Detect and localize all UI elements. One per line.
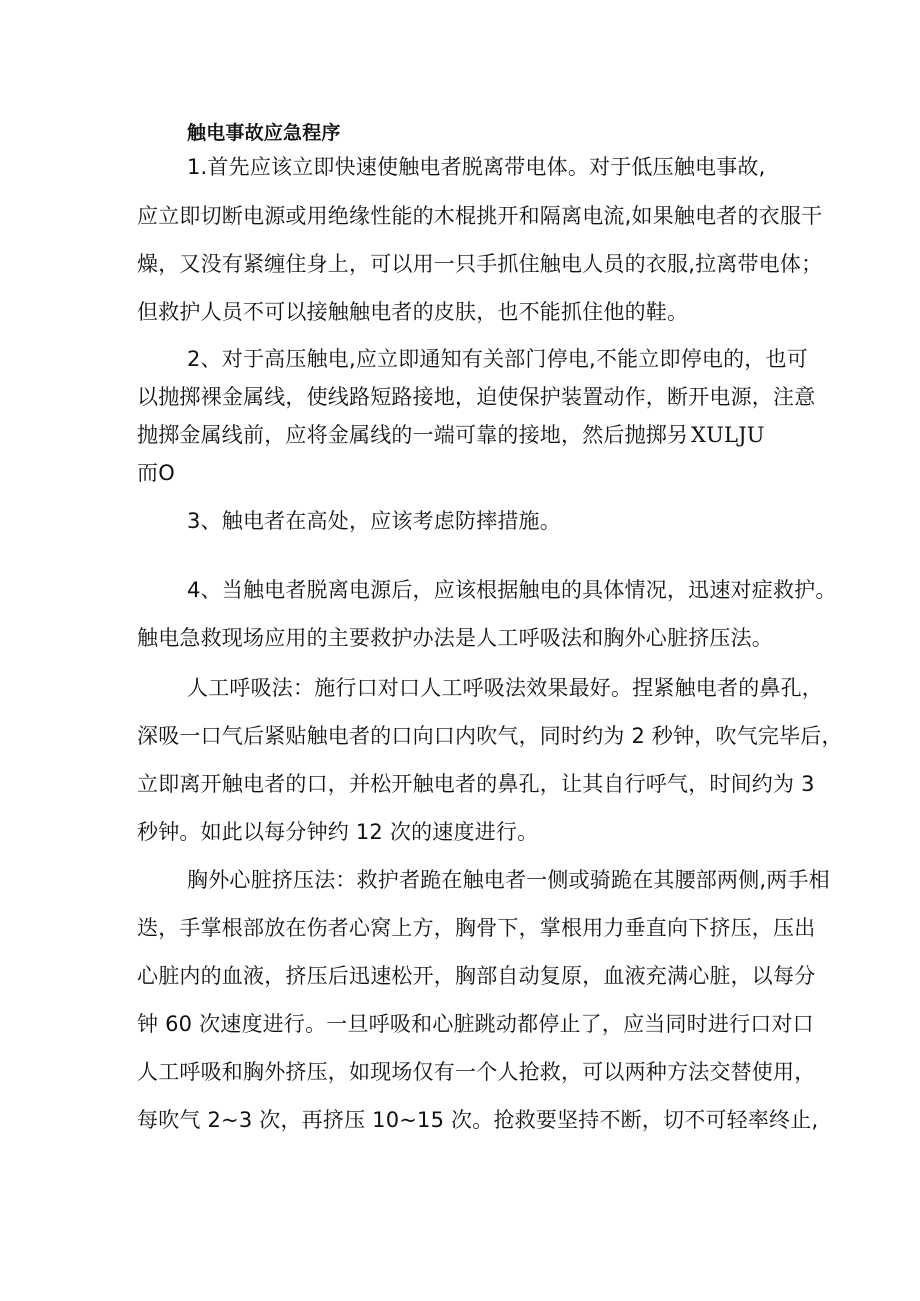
paragraph-line: 应立即切断电源或用绝缘性能的木棍挑开和隔离电流,如果触电者的衣服干	[137, 204, 823, 228]
paragraph-line: 立即离开触电者的口，并松开触电者的鼻孔，让其自行呼气，时间约为 3	[137, 772, 815, 796]
paragraph-line: 深吸一口气后紧贴触电者的口向口内吹气，同时约为 2 秒钟，吹气完毕后，	[137, 724, 843, 748]
paragraph-line: 以抛掷裸金属线，使线路短路接地，迫使保护装置动作，断开电源，注意	[137, 385, 816, 409]
paragraph-line: 每吹气 2~3 次，再挤压 10~15 次。抢救要坚持不断，切不可轻率终止,	[137, 1108, 819, 1132]
paragraph-line: 2、对于高压触电,应立即通知有关部门停电,不能立即停电的，也可	[187, 347, 808, 371]
paragraph-line: 4、当触电者脱离电源后，应该根据触电的具体情况，迅速对症救护。	[187, 578, 837, 602]
paragraph-line: 而O	[137, 461, 175, 485]
paragraph-line: 燥，又没有紧缠住身上，可以用一只手抓住触电人员的衣服,拉离带电体；	[137, 252, 823, 276]
paragraph-line: 触电急救现场应用的主要救护办法是人工呼吸法和胸外心脏挤压法。	[137, 626, 773, 650]
paragraph-line: 迭，手掌根部放在伤者心窝上方，胸骨下，掌根用力垂直向下挤压，压出	[137, 916, 816, 940]
paragraph-line: 但救护人员不可以接触触电者的皮肤，也不能抓住他的鞋。	[137, 300, 689, 324]
document-title: 触电事故应急程序	[187, 122, 341, 144]
paragraph-line: 秒钟。如此以每分钟约 12 次的速度进行。	[137, 820, 539, 844]
paragraph-line: 人工呼吸法：施行口对口人工呼吸法效果最好。捏紧触电者的鼻孔，	[187, 676, 823, 700]
paragraph-line: 1.首先应该立即快速使触电者脱离带电体。对于低压触电事故,	[187, 155, 766, 179]
paragraph-line: 人工呼吸和胸外挤压，如现场仅有一个人抢救，可以两种方法交替使用，	[137, 1060, 816, 1084]
paragraph-line: 3、触电者在高处，应该考虑防摔措施。	[187, 509, 561, 533]
paragraph-line: 心脏内的血液，挤压后迅速松开，胸部自动复原，血液充满心脏，以每分	[137, 964, 816, 988]
paragraph-fragment: XULJU	[691, 423, 765, 447]
paragraph-line: 抛掷金属线前，应将金属线的一端可靠的接地，然后抛掷另	[137, 423, 689, 447]
paragraph-line: 胸外心脏挤压法：救护者跪在触电者一侧或骑跪在其腰部两侧,两手相	[187, 868, 830, 892]
paragraph-line: 钟 60 次速度进行。一旦呼吸和心脏跳动都停止了，应当同时进行口对口	[137, 1012, 814, 1036]
